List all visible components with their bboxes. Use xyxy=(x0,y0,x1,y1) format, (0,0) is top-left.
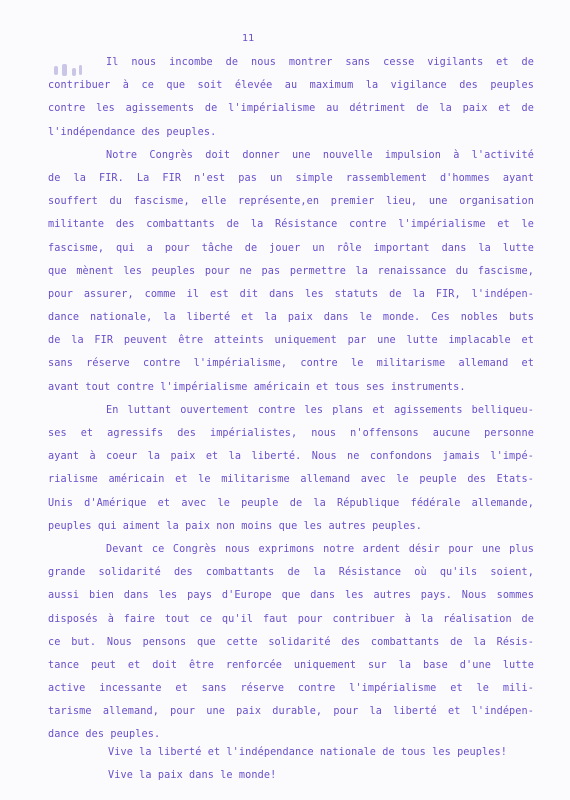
text-line: tarisme allemand, pour une paix durable, pour la liberté et l'indépen- xyxy=(48,706,534,718)
text-line: grande solidarité des combattants de la Résistance où qu'ils soient, xyxy=(48,567,534,579)
text-line: Unis d'Amérique et avec le peuple de la République fédérale allemande, xyxy=(48,497,534,509)
text-line: avant tout contre l'impérialisme américain et tous ses instruments. xyxy=(48,381,466,393)
text-line: Il nous incombe de nous montrer sans cesse vigilants et de xyxy=(106,57,534,68)
closing-line-2: Vive la paix dans le monde! xyxy=(108,770,277,781)
text-line: de la FIR. La FIR n'est pas un simple rassemblement d'hommes ayant xyxy=(48,172,534,184)
text-line: Notre Congrès doit donner une nouvelle impulsion à l'activité xyxy=(106,149,534,161)
text-line: ayant à coeur la paix et la liberté. Nous ne confondons jamais l'impé- xyxy=(48,451,534,463)
text-line: fascisme, qui a pour tâche de jouer un rôle important dans la lutte xyxy=(48,242,534,254)
text-line: militante des combattants de la Résistance contre l'impérialisme et le xyxy=(48,219,534,231)
text-line: En luttant ouvertement contre les plans et agissements belliqueu- xyxy=(106,404,534,416)
text-line: ce but. Nous pensons que cette solidarité des combattants de la Résis- xyxy=(48,636,534,648)
text-line: rialisme américain et le militarisme allemand avec le peuple des Etats- xyxy=(48,474,534,486)
text-line: l'indépendance des peuples. xyxy=(48,126,217,138)
text-line: sans réserve contre l'impérialisme, contre le militarisme allemand et xyxy=(48,358,534,370)
text-line: active incessante et sans réserve contre l'impérialisme et le mili- xyxy=(48,683,534,695)
paragraph xyxy=(48,144,534,399)
text-line: aussi bien dans les pays d'Europe que dans les autres pays. Nous sommes xyxy=(48,590,534,602)
paragraph xyxy=(48,538,534,747)
text-line: peuples qui aiment la paix non moins que les autres peuples. xyxy=(48,520,423,532)
text-line: pour assurer, comme il est dit dans les statuts de la FIR, l'indépen- xyxy=(48,288,534,300)
page-number: 11 xyxy=(242,33,255,44)
text-line: tance peut et doit être renforcée uniquement sur la base d'une lutte xyxy=(48,659,534,671)
text-line: dance des peuples. xyxy=(48,729,161,741)
body-text xyxy=(48,51,534,747)
text-line: contribuer à ce que soit élevée au maximum la vigilance des peuples xyxy=(48,80,534,92)
text-line: Devant ce Congrès nous exprimons notre ardent désir pour une plus xyxy=(106,543,534,555)
text-line: contre les agissements de l'impérialisme au détriment de la paix et de xyxy=(48,103,534,115)
paragraph xyxy=(48,399,534,538)
closing-line-1: Vive la liberté et l'indépendance nationale de tous les peuples! xyxy=(108,747,507,758)
text-line: que mènent les peuples pour ne pas permettre la renaissance du fascisme, xyxy=(48,265,534,277)
paragraph xyxy=(48,51,534,144)
text-line: souffert du fascisme, elle représente,en premier lieu, une organisation xyxy=(48,196,534,208)
text-line: de la FIR peuvent être atteints uniquement par une lutte implacable et xyxy=(48,335,534,347)
text-line: ses et agressifs des impérialistes, nous n'offensons aucune personne xyxy=(48,428,534,439)
text-line: dance nationale, la liberté et la paix dans le monde. Ces nobles buts xyxy=(48,312,534,324)
text-line: disposés à faire tout ce qu'il faut pour contribuer à la réalisation de xyxy=(48,613,534,625)
